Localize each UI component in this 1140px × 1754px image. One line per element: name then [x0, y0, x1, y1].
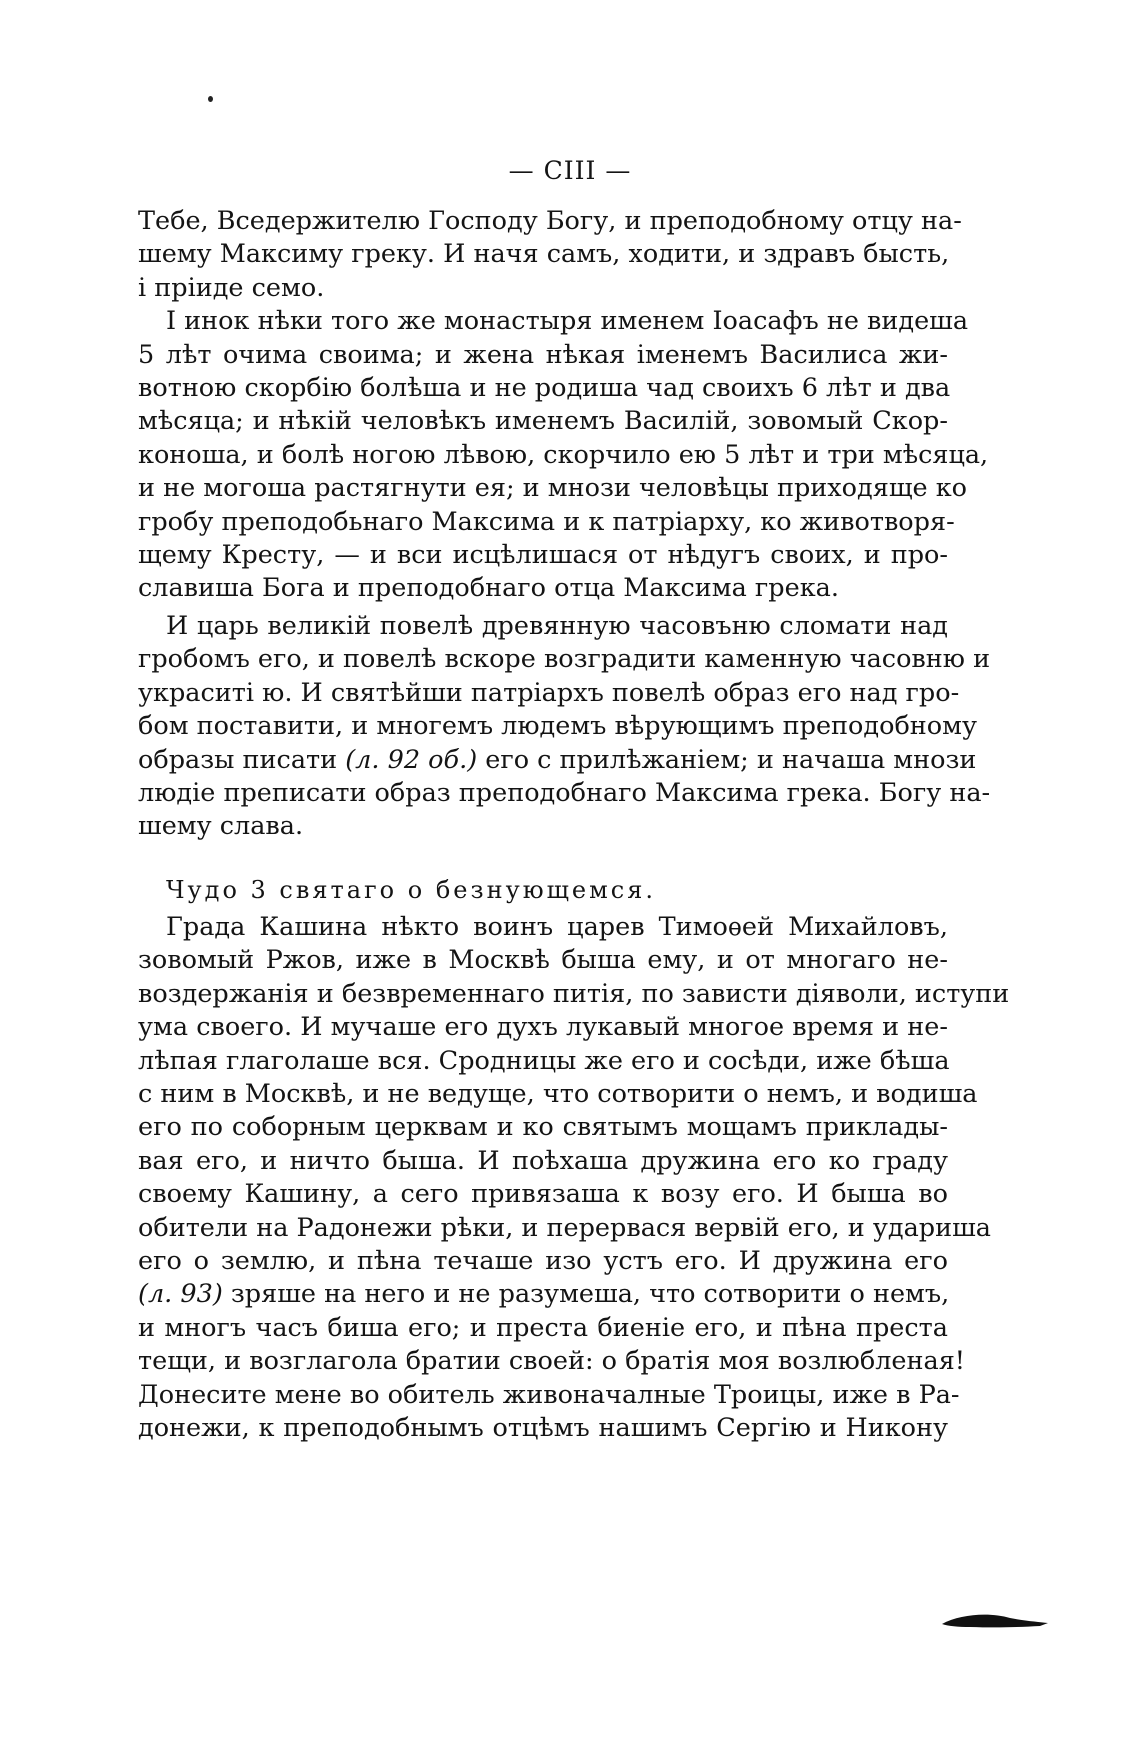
- text-fragment: образы писати: [138, 744, 346, 775]
- text-line: шему слава.: [138, 811, 304, 842]
- paragraph-2: [138, 305, 969, 338]
- paragraph-4: [138, 911, 948, 944]
- text-line: Града Кашина нѣкто воинъ царев Тимоѳей Михайловъ,: [166, 912, 948, 942]
- text-line: воздержанія и безвременнаго питія, по зависти діяволи, иступи: [138, 978, 1010, 1009]
- folio-reference: (л. 93): [138, 1279, 223, 1310]
- text-line: обители на Радонежи рѣки, и перервася вервій его, и удариша: [138, 1212, 992, 1243]
- text-line: его по соборным церквам и ко святымъ мощамъ приклады-: [138, 1112, 948, 1143]
- text-line: коноша, и болѣ ногою лѣвою, скорчило ею 5 лѣт и три мѣсяца,: [138, 439, 989, 470]
- text-line: ума своего. И мучаше его духъ лукавый многое время и не-: [138, 1012, 948, 1043]
- main-text-2: [138, 911, 1010, 1446]
- main-text: [138, 205, 991, 844]
- text-line: щему Кресту, — и вси исцѣлишася от нѣдугъ своих, и про-: [138, 540, 948, 571]
- text-line: людіе преписати образ преподобнаго Максима грека. Богу на-: [138, 777, 991, 808]
- text-line: зовомый Ржов, иже в Москвѣ быша ему, и от многаго не-: [138, 945, 948, 976]
- text-line: славиша Бога и преподобнаго отца Максима грека.: [138, 573, 839, 604]
- text-line: і пріиде семо.: [138, 272, 325, 303]
- text-line: И царь великій повелѣ древянную часовъню сломати над: [166, 610, 948, 641]
- text-line-with-ref: [138, 1278, 948, 1311]
- text-line: гробомъ его, и повелѣ вскоре возградити каменную часовню и: [138, 644, 991, 675]
- text-line: тещи, и возглагола братии своей: о братія моя возлюбленая!: [138, 1346, 966, 1377]
- text-line: вая его, и ничто быша. И поѣхаша дружина его ко граду: [138, 1145, 948, 1176]
- text-line: его о землю, и пѣна течаше изо устъ его. И дружина его: [138, 1246, 948, 1277]
- paragraph-3-cont: [138, 643, 991, 843]
- section-heading: Чудо 3 святаго о безнующемся.: [166, 876, 656, 904]
- text-line: гробу преподобьнаго Максима и к патріарху, ко животворя-: [138, 506, 955, 537]
- text-line: мѣсяца; и нѣкій человѣкъ именемъ Василій, зовомый Скор-: [138, 406, 948, 437]
- text-line: лѣпая глаголаше вся. Сродницы же его и сосѣди, иже бѣша: [138, 1045, 950, 1076]
- text-line: донежи, к преподобнымъ отцѣмъ нашимъ Сергію и Никону: [138, 1413, 948, 1444]
- text-line: 5 лѣт очима своима; и жена нѣкая іменемъ Василиса жи-: [138, 339, 948, 370]
- text-line: Тебе, Вседержителю Господу Богу, и преподобному отцу на-: [138, 206, 962, 236]
- text-line: своему Кашину, а сего привязаша к возу его. И быша во: [138, 1179, 948, 1210]
- ink-speck: [208, 96, 213, 102]
- text-fragment: его с прилѣжаніем; и начаша мнози: [477, 744, 977, 775]
- paragraph-1: [138, 205, 962, 305]
- text-line: вотною скорбію болѣша и не родиша чад своихъ 6 лѣт и два: [138, 373, 951, 404]
- text-fragment: зряше на него и не разумеша, что сотворити о немъ,: [222, 1279, 950, 1310]
- paragraph-4-cont: [138, 944, 1010, 1445]
- ink-flourish: [940, 1610, 1050, 1630]
- paragraph-3: [138, 610, 948, 643]
- text-line: І инок нѣки того же монастыря именем Іоасафъ не видеша: [166, 306, 969, 337]
- paragraph-2-cont: [138, 339, 989, 606]
- text-line: шему Максиму греку. И начя самъ, ходити, и здравъ бысть,: [138, 239, 950, 270]
- text-line-with-ref: [138, 744, 977, 777]
- text-line: и многъ часъ биша его; и преста биеніе его, и пѣна преста: [138, 1312, 948, 1343]
- text-line: Донесите мене во обитель живоначалные Троицы, иже в Ра-: [138, 1379, 960, 1410]
- folio-reference: (л. 92 об.): [345, 744, 478, 775]
- page-number: — CIII —: [508, 156, 632, 185]
- text-line: и не могоша растягнути ея; и мнози человѣцы приходяще ко: [138, 473, 968, 504]
- text-line: с ним в Москвѣ, и не ведуще, что сотворити о немъ, и водиша: [138, 1079, 978, 1110]
- text-line: украситі ю. И святѣйши патріархъ повелѣ образ его над гро-: [138, 677, 960, 708]
- text-line: бом поставити, и многемъ людемъ вѣрующимъ преподобному: [138, 711, 977, 742]
